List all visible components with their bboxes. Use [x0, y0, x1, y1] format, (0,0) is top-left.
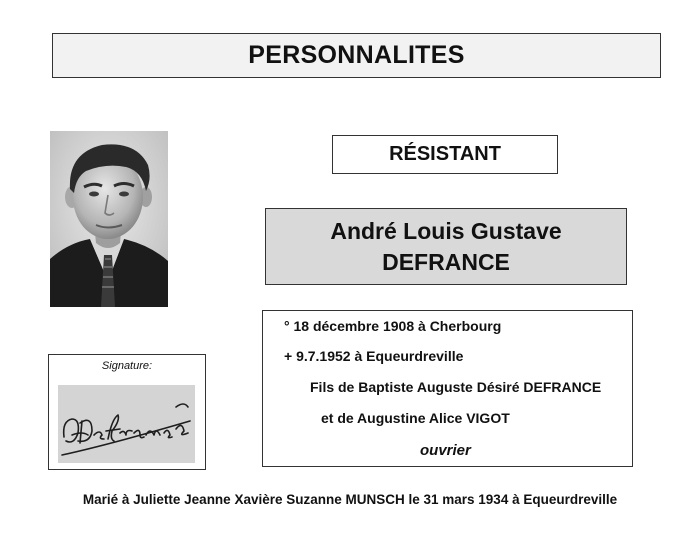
marriage-line: Marié à Juliette Jeanne Xavière Suzanne MUNSCH le 31 mars 1934 à Equeurdreville [82, 492, 618, 507]
signature-box [48, 354, 206, 470]
signature-label: Signature: [101, 360, 153, 372]
header-banner [52, 33, 661, 78]
biography-details-box [262, 310, 633, 467]
surname: DEFRANCE [382, 248, 510, 275]
death-line: + 9.7.1952 à Equeurdreville [284, 348, 464, 364]
birth-line: ° 18 décembre 1908 à Cherbourg [284, 318, 502, 334]
mother-line: et de Augustine Alice VIGOT [321, 410, 510, 426]
given-names: André Louis Gustave [330, 217, 562, 244]
signature-image [58, 385, 195, 463]
role-label: RÉSISTANT [389, 143, 501, 165]
name-box [265, 208, 627, 285]
portrait-photo [50, 131, 168, 307]
role-box [332, 135, 558, 174]
father-line: Fils de Baptiste Auguste Désiré DEFRANCE [310, 379, 602, 395]
page-title: PERSONNALITES [248, 41, 465, 69]
occupation-line: ouvrier [420, 442, 471, 459]
